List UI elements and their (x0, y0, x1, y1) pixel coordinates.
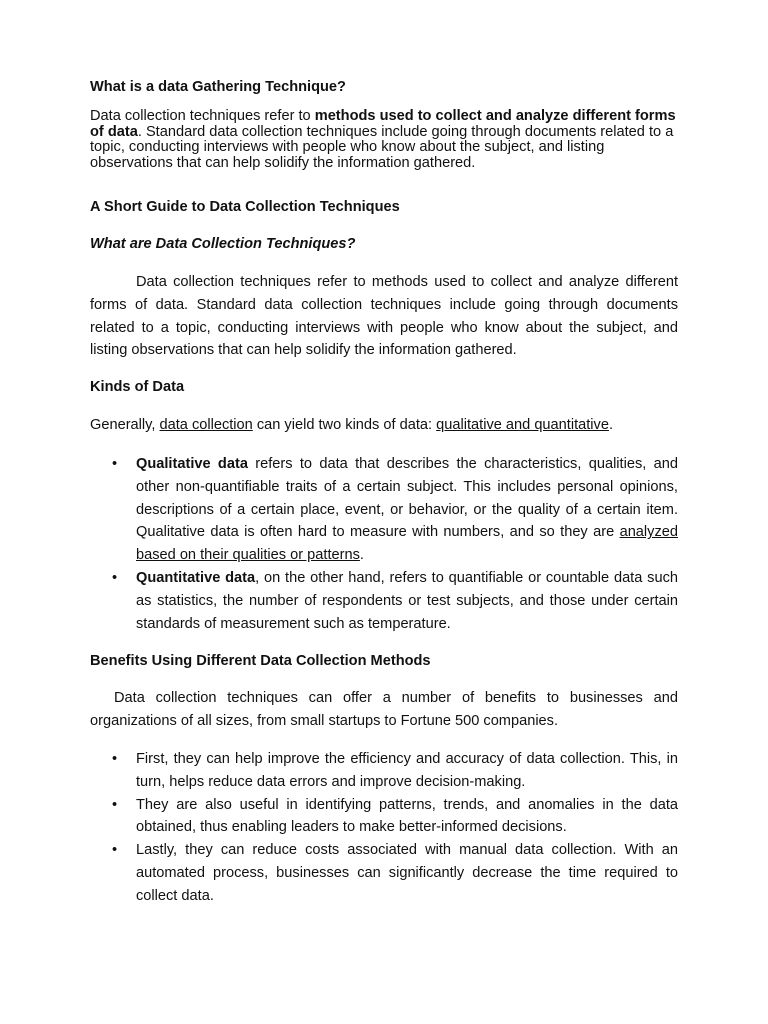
quantitative-text: , on the other hand, refers to quantifiable or countable data such as statistics, the number of respondents or test subjects, and those under certain standards of measurement such as temperature. (136, 569, 678, 632)
intro-text-start: Data collection techniques refer to (90, 108, 315, 124)
bullet-marker: • (112, 796, 118, 813)
benefit-text: They are also useful in identifying patterns, trends, and anomalies in the data obtained, thus enabling leaders to make better-informed decisions. (136, 796, 678, 836)
kinds-intro-start: Generally, (90, 417, 160, 433)
heading-what-is-data-gathering: What is a data Gathering Technique? (90, 79, 346, 95)
guide-paragraph: Data collection techniques refer to methods used to collect and analyze different forms of data. Standard data collection techniques include going through documents related to a topic, conducting interviews with people who know about the subject, and listing observations that can help solidify the information gathered. (90, 274, 678, 359)
benefits-paragraph: Data collection techniques can offer a number of benefits to businesses and organizations of all sizes, from small startups to Fortune 500 companies. (90, 690, 678, 729)
list-item-qualitative (90, 453, 678, 567)
heading-short-guide: A Short Guide to Data Collection Techniques (90, 199, 400, 215)
heading-kinds-of-data: Kinds of Data (90, 379, 185, 395)
qualitative-term: Qualitative data (136, 456, 248, 472)
link-data-collection[interactable]: data collection (159, 417, 253, 433)
link-analyzed-based[interactable]: analyzed based on their qualities or patterns (136, 524, 678, 564)
heading-benefits: Benefits Using Different Data Collection Methods (90, 653, 431, 669)
kinds-intro-end: . (608, 417, 614, 433)
intro-paragraph (90, 109, 678, 171)
benefit-text: First, they can help improve the efficiency and accuracy of data collection. This, in turn, helps reduce data errors and improve decision-making. (136, 751, 678, 790)
bullet-marker: • (112, 569, 118, 586)
qualitative-end: . (359, 547, 364, 564)
list-item-benefit-second (90, 794, 678, 840)
bullet-marker: • (112, 751, 118, 767)
list-item-benefit-third (90, 839, 678, 907)
list-item-quantitative (90, 567, 678, 635)
subheading-what-are-techniques: What are Data Collection Techniques? (90, 236, 356, 252)
bullet-marker: • (112, 842, 118, 859)
benefits-bullet-list (90, 748, 678, 908)
link-qualitative-quantitative[interactable]: qualitative and quantitative (436, 417, 609, 433)
bullet-marker: • (112, 456, 118, 472)
kinds-bullet-list (90, 453, 678, 635)
qualitative-text: refers to data that describes the characteristics, qualities, and other non-quantifiable traits of a certain subject. This includes personal opinions, descriptions of a certain place, event, or behavior, or the quality of a certain item. Qualitative data is often hard to measure with numbers, and so they are (136, 456, 678, 541)
intro-text-end: . Standard data collection techniques include going through documents related to a topic, conducting interviews with people who know about the subject, and listing observations that can help solidify the information gathered. (90, 123, 674, 171)
kinds-intro (90, 417, 678, 433)
list-item-benefit-first (90, 748, 678, 794)
benefit-text: Lastly, they can reduce costs associated with manual data collection. With an automated process, businesses can significantly decrease the time required to collect data. (136, 842, 678, 904)
quantitative-term: Quantitative data (136, 569, 256, 586)
intro-bold-text: methods used to collect and analyze different forms of data (90, 108, 676, 140)
kinds-intro-mid: can yield two kinds of data: (252, 417, 437, 433)
